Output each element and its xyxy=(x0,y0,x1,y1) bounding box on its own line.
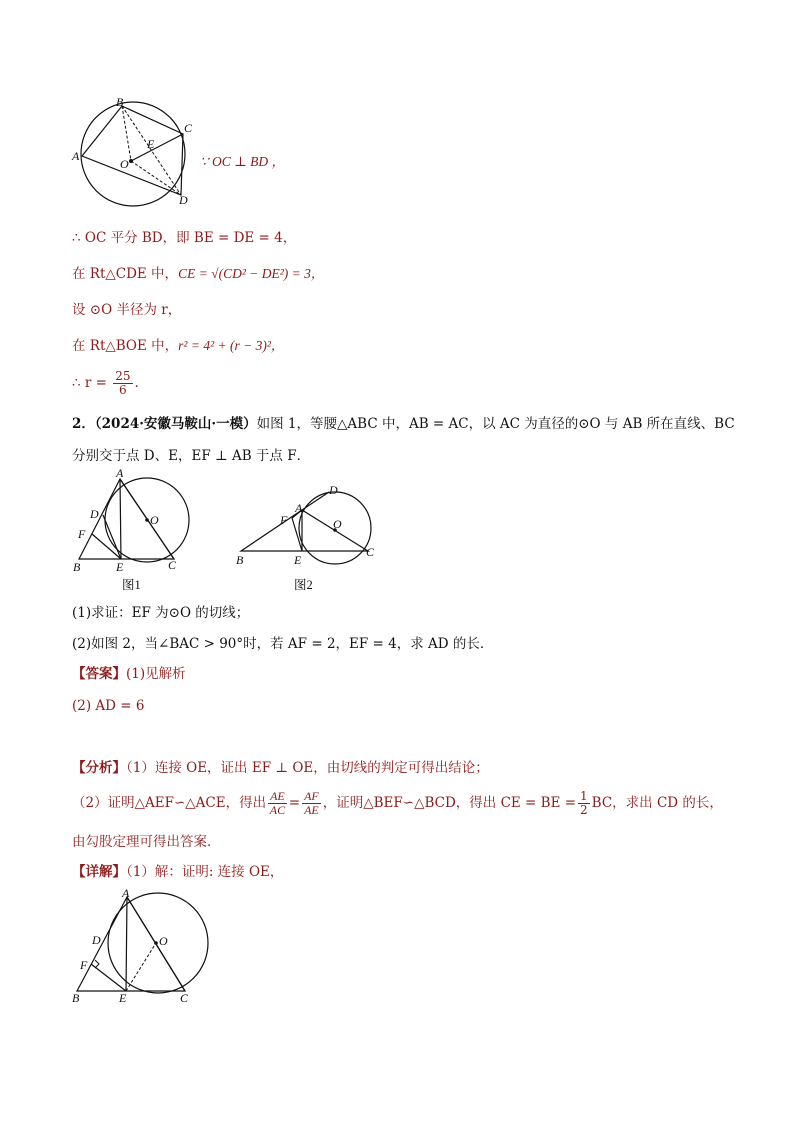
analysis-line1 xyxy=(72,758,489,778)
fig2-label-a: A xyxy=(295,501,303,515)
problem-text1: 如图 1，等腰△ABC 中，AB = AC，以 AC 为直径的⊙O 与 AB 所在直线、BC xyxy=(256,416,735,432)
analysis-p2a: （2）证明△AEF∽△ACE，得出 xyxy=(72,795,267,811)
label-o: O xyxy=(120,157,129,171)
fig3-segment-oe xyxy=(126,943,156,991)
fig2-label-b: B xyxy=(236,553,244,567)
analysis-p3: 由勾股定理可得出答案． xyxy=(72,834,221,850)
fig3-segment-ae xyxy=(126,897,127,991)
detail-text: （1）解：证明: 连接 OE， xyxy=(126,864,284,880)
analysis-p2c: BC，求出 CD 的长， xyxy=(591,795,723,811)
problem-2-line2: 分别交于点 D、E，EF ⊥ AB 于点 F． xyxy=(72,448,311,464)
line-rt-cde xyxy=(72,264,324,284)
line-r-suffix: . xyxy=(134,375,139,391)
line-oc-perp-bd: ∵ OC ⊥ BD ， xyxy=(200,154,286,169)
fig1-label-e: E xyxy=(116,560,124,574)
frac1-num: AE xyxy=(270,789,285,803)
problem-2-line1 xyxy=(72,414,735,434)
fraction-1-2 xyxy=(578,790,590,817)
answer-tag: 【答案】 xyxy=(72,666,126,682)
frac3-den: 2 xyxy=(580,803,588,817)
detail-tag: 【详解】 xyxy=(72,864,126,880)
question-1: (1)求证：EF 为⊙O 的切线； xyxy=(72,605,250,621)
fig3-label-e: E xyxy=(119,991,127,1005)
figure-top-circle xyxy=(70,95,200,213)
fraction-den: 6 xyxy=(119,383,127,397)
figure-3 xyxy=(70,888,220,1018)
question-2: (2)如图 2，当∠BAC > 90°时，若 AF = 2，EF = 4，求 AD 的长． xyxy=(72,636,494,652)
line-rt-cde-prefix: 在 Rt△CDE 中， xyxy=(72,266,179,282)
fraction-num: 25 xyxy=(115,369,131,383)
problem-number: 2． xyxy=(72,416,95,432)
fraction-ae-ac xyxy=(268,790,287,817)
fig2-label-e: E xyxy=(294,553,302,567)
fig2-label-o: O xyxy=(333,517,342,531)
line-let-radius: 设 ⊙O 半径为 r， xyxy=(72,302,182,318)
analysis-eq: = xyxy=(288,795,301,811)
figure-2 xyxy=(232,478,382,593)
line-rt-cde-formula: CE = √(CD² − DE²) = 3， xyxy=(178,266,325,281)
answer-line1 xyxy=(72,664,186,684)
fig1-label-f: F xyxy=(78,527,86,541)
problem-source: （2024·安徽马鞍山·一模） xyxy=(94,416,257,432)
label-d: D xyxy=(179,193,188,207)
answer-a1: (1)见解析 xyxy=(126,666,186,682)
detail-line xyxy=(72,862,283,882)
fig2-segment-ef xyxy=(292,518,302,551)
fig1-label-c: C xyxy=(168,558,177,572)
fraction-af-ae xyxy=(302,790,321,817)
fig2-label-f: F xyxy=(280,513,288,527)
answer-a2: (2) AD = 6 xyxy=(72,698,145,714)
fig3-label-c: C xyxy=(180,991,189,1005)
fig1-segment-ef xyxy=(92,534,121,559)
label-a: A xyxy=(72,149,80,163)
fig2-segment-ad xyxy=(302,492,329,510)
fig1-label-d: D xyxy=(90,507,99,521)
line-rt-boe-formula: r² = 4² + (r − 3)²， xyxy=(178,338,285,353)
fig1-label-b: B xyxy=(73,560,81,574)
label-b: B xyxy=(116,95,124,109)
fraction-25-6 xyxy=(113,370,132,397)
fig2-label-d: D xyxy=(329,483,338,497)
fig3-center xyxy=(154,941,158,945)
fig3-circle xyxy=(108,893,208,993)
line-rt-boe-prefix: 在 Rt△BOE 中， xyxy=(72,338,179,354)
analysis-line2 xyxy=(72,790,723,817)
label-c: C xyxy=(184,121,193,135)
fig1-label-a: A xyxy=(116,466,124,480)
fig3-label-a: A xyxy=(122,886,130,900)
segment-oc xyxy=(131,134,183,161)
fig2-label-c: C xyxy=(366,545,375,559)
center-point xyxy=(129,159,133,163)
fig3-label-f: F xyxy=(80,958,88,972)
fig3-label-b: B xyxy=(72,991,80,1005)
line-r-result xyxy=(72,370,139,397)
fig2-triangle-abc xyxy=(241,510,368,551)
fig1-label-o: O xyxy=(150,513,159,527)
frac3-num: 1 xyxy=(580,789,588,803)
figure-1 xyxy=(70,466,200,595)
fig1-caption: 图1 xyxy=(122,578,141,592)
segment-ob xyxy=(122,106,131,161)
frac1-den: AC xyxy=(269,803,286,817)
line-oc-bisects: ∴ OC 平分 BD，即 BE = DE = 4， xyxy=(72,230,297,246)
fig1-segment-ae xyxy=(120,479,121,559)
quadrilateral-abcd xyxy=(82,106,183,195)
frac2-den: AE xyxy=(304,803,319,817)
label-e: E xyxy=(147,137,155,151)
frac2-num: AF xyxy=(304,789,319,803)
analysis-p2b: ，证明△BEF∽△BCD，得出 CE = BE = xyxy=(322,795,577,811)
analysis-p1: （1）连接 OE，证出 EF ⊥ OE，由切线的判定可得出结论； xyxy=(126,760,489,776)
fig3-segment-ef xyxy=(91,964,126,991)
fig1-center xyxy=(145,518,149,522)
line-rt-boe xyxy=(72,336,284,356)
line-r-prefix: ∴ r = xyxy=(72,375,112,391)
fig3-right-angle-mark xyxy=(95,960,99,968)
analysis-tag: 【分析】 xyxy=(72,760,126,776)
fig1-segment-de xyxy=(103,515,121,559)
fig2-caption: 图2 xyxy=(294,578,313,592)
fig3-label-o: O xyxy=(159,934,168,948)
fig3-label-d: D xyxy=(92,933,101,947)
